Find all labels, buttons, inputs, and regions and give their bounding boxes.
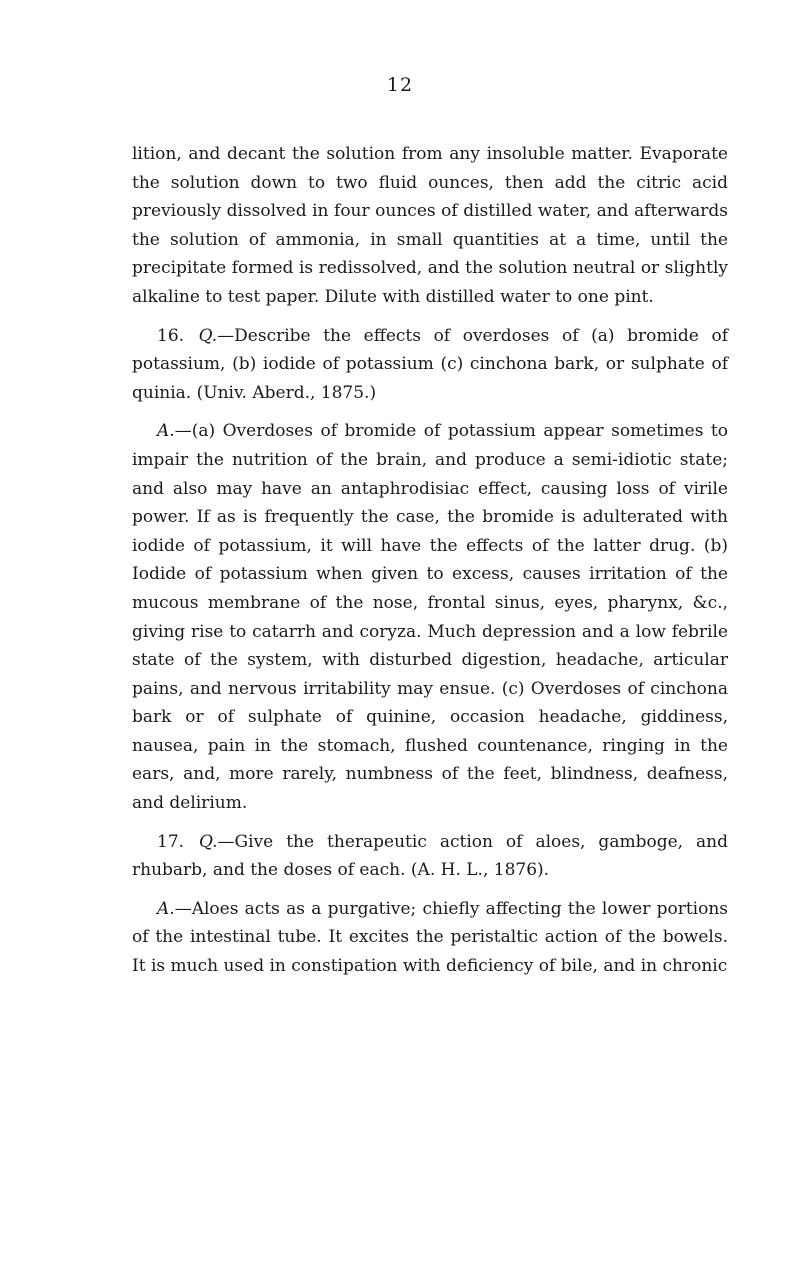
question-17 [132, 828, 728, 885]
question-number: 17. [157, 831, 185, 852]
answer-16 [132, 417, 728, 817]
page-number: 12 [386, 74, 414, 96]
question-citation: (Univ. Aberd., 1875.) [196, 382, 377, 403]
paragraph-continuation [132, 140, 728, 312]
answer-marker: A. [157, 898, 175, 919]
question-16 [132, 322, 728, 408]
question-text: —Describe the effects of overdoses of (a) bromide of potassium, (b) iodide of potassium (c) cinchona bark, or sulphate of quinia. [132, 325, 729, 403]
answer-text: —Aloes acts as a purgative; chiefly affecting the lower portions of the intestinal tube. It excites the peristaltic action of the bowels. It is much used in constipation with deficiency of bile, and in chronic [132, 898, 728, 977]
question-marker: Q. [199, 831, 218, 852]
paragraph-text: lition, and decant the solution from any insoluble matter. Evaporate the solution down to two fluid ounces, then add the citric acid previously dissolved in four ounces of distilled water, and afterwards the solution of ammonia, in small quantities at a time, until the precipitate formed is redissolved, and the solution neutral or slightly alkaline to test paper. Dilute with distilled water to one pint. [132, 144, 728, 307]
page-body [132, 140, 728, 991]
answer-marker: A. [157, 421, 175, 442]
answer-17 [132, 895, 728, 981]
question-marker: Q. [198, 325, 218, 346]
question-text: —Give the therapeutic action of aloes, gamboge, and rhubarb, and the doses of each. [132, 831, 728, 881]
question-citation: (A. H. L., 1876). [410, 860, 550, 881]
question-number: 16. [157, 325, 185, 346]
answer-text: —(a) Overdoses of bromide of potassium appear sometimes to impair the nutrition of the brain, and produce a semi-idiotic state; and also may have an antaphrodisiac effect, causing loss of virile power. If as is frequently the case, the bromide is adulterated with iodide of potassium, it will have the effects of the latter drug. (b) Iodide of potassium when given to excess, causes irritation of the mucous membrane of the nose, frontal sinus, eyes, pharynx, &c., giving rise to catarrh and coryza. Much depression and a low febrile state of the system, with disturbed digestion, headache, articular pains, and nervous irritability may ensue. (c) Overdoses of cinchona bark or of sulphate of quinine, occasion headache, giddiness, nausea, pain in the stomach, flushed countenance, ringing in the ears, and, more rarely, numbness of the feet, blindness, deafness, and delirium. [132, 421, 728, 814]
